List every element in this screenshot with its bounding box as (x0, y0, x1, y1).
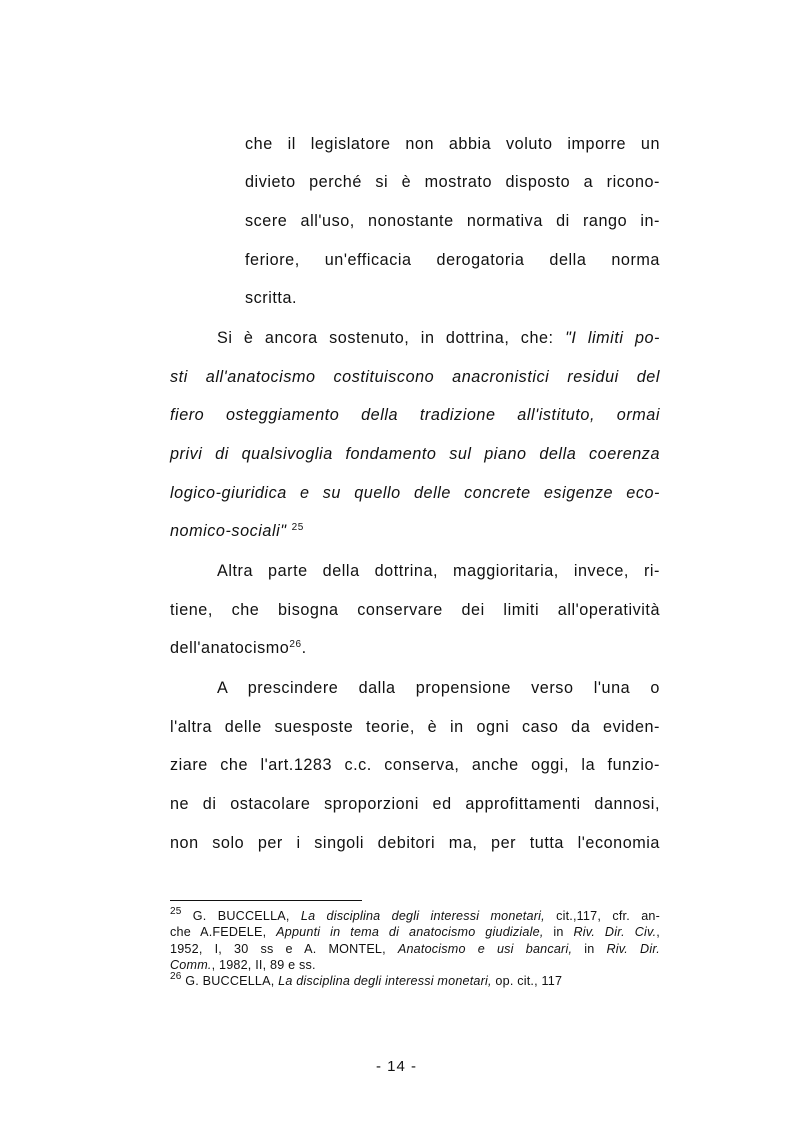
footnote-text: G. BUCCELLA, (181, 974, 279, 988)
footnote-text: G. BUCCELLA, (181, 909, 301, 923)
body-line (217, 328, 660, 348)
quote-line: che il legislatore non abbia voluto imporre un (245, 135, 660, 153)
body-line: Altra parte della dottrina, maggioritaria, invece, ri- (217, 562, 660, 580)
body-line: tiene, che bisogna conservare dei limiti all'operatività (170, 601, 660, 619)
footnote-title: Anatocismo e usi bancari, (397, 942, 573, 956)
text-italic: "I limiti po- (565, 329, 660, 347)
page-number: - 14 - (375, 1058, 417, 1075)
footnote-title: Appunti in tema di anatocismo giudiziale, (276, 925, 544, 939)
body-line: privi di qualsivoglia fondamento sul piano della coerenza (170, 445, 660, 463)
text-plain: Si è ancora sostenuto, in dottrina, che: (217, 329, 566, 347)
quote-line: scere all'uso, nonostante normativa di rango in- (245, 212, 660, 230)
footnote-journal: Riv. Dir. Civ. (573, 925, 657, 939)
text-plain: dell'anatocismo (170, 639, 290, 657)
text-plain: . (301, 639, 307, 657)
footnote-separator (170, 900, 362, 901)
footnote-line (170, 906, 660, 925)
footnote-line (170, 971, 660, 990)
body-line: sti all'anatocismo costituiscono anacronistici residui del (170, 368, 660, 386)
footnote-ref-25[interactable]: 25 (291, 522, 304, 533)
footnote-journal: Comm. (170, 958, 212, 972)
footnote-text: , (656, 925, 660, 939)
footnote-line (170, 925, 660, 941)
body-line: logico-giuridica e su quello delle concrete esigenze eco- (170, 484, 660, 502)
footnote-text: op. cit., 117 (491, 974, 563, 988)
footnote-number: 26 (170, 971, 182, 982)
footnote-ref-26[interactable]: 26 (289, 639, 302, 650)
footnote-text: che A.FEDELE, (170, 925, 277, 939)
footnote-title: La disciplina degli interessi monetari, (278, 974, 492, 988)
body-line (170, 638, 307, 658)
body-line (170, 521, 304, 541)
quote-line: divieto perché si è mostrato disposto a ricono- (245, 173, 660, 191)
footnote-title: La disciplina degli interessi monetari, (300, 909, 545, 923)
quote-line: scritta. (245, 289, 298, 307)
footnote-text: , 1982, II, 89 e ss. (211, 958, 316, 972)
body-line: l'altra delle suesposte teorie, è in ogni caso da eviden- (170, 718, 660, 736)
footnote-text: 1952, I, 30 ss e A. MONTEL, (170, 942, 398, 956)
quote-line: feriore, un'efficacia derogatoria della norma (245, 251, 660, 269)
footnote-text: in (572, 942, 607, 956)
body-line: ne di ostacolare sproporzioni ed approfittamenti dannosi, (170, 795, 660, 813)
text-italic: nomico-sociali" (170, 522, 287, 540)
footnote-line (170, 942, 660, 958)
body-line: ziare che l'art.1283 c.c. conserva, anche oggi, la funzio- (170, 756, 660, 774)
footnote-line (170, 958, 660, 974)
body-line: A prescindere dalla propensione verso l'una o (217, 679, 660, 697)
footnote-journal: Riv. Dir. (606, 942, 660, 956)
footnote-number: 25 (170, 906, 182, 917)
footnote-text: cit.,117, cfr. an- (544, 909, 660, 923)
footnote-text: in (543, 925, 574, 939)
body-line: non solo per i singoli debitori ma, per tutta l'economia (170, 834, 660, 852)
body-line: fiero osteggiamento della tradizione all'istituto, ormai (170, 406, 660, 424)
